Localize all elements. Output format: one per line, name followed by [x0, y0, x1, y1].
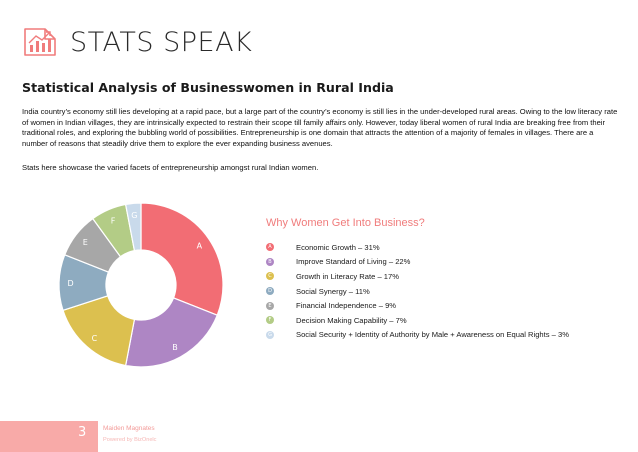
slice-label-a: A [196, 241, 203, 251]
stats-intro-paragraph: Stats here showcase the varied facets of entrepreneurship amongst rural Indian women. [22, 163, 319, 172]
legend-label: Financial Independence – 9% [296, 301, 397, 311]
legend-label: Economic Growth – 31% [296, 242, 380, 252]
legend-item-b [266, 255, 569, 270]
slice-label-e: E [82, 237, 88, 247]
brand-name: Maiden Magnates [103, 425, 155, 432]
legend-label: Improve Standard of Living – 22% [296, 257, 411, 267]
legend-marker: G [266, 331, 274, 339]
legend-label: Growth in Literacy Rate – 17% [296, 271, 399, 281]
legend-marker: D [266, 287, 274, 295]
legend-marker: F [266, 316, 274, 324]
legend-item-e [266, 298, 569, 313]
legend-item-a [266, 240, 569, 255]
slice-label-c: C [91, 333, 98, 343]
legend-item-d [266, 284, 569, 299]
page-number: 3 [78, 425, 87, 440]
legend-item-f [266, 313, 569, 328]
slice-label-g: G [131, 210, 138, 220]
legend-label: Social Security + Identity of Authority by Male + Awareness on Equal Rights – 3% [296, 330, 569, 340]
legend-marker: C [266, 272, 274, 280]
legend-label: Social Synergy – 11% [296, 286, 370, 296]
legend-item-c [266, 269, 569, 284]
chart-legend [266, 240, 569, 342]
section-subtitle: Statistical Analysis of Businesswomen in Rural India [22, 80, 394, 95]
bar-chart-icon [22, 26, 60, 58]
page-title: STATS SPEAK [70, 26, 253, 58]
legend-marker: E [266, 302, 274, 310]
header [22, 22, 252, 62]
slice-label-d: D [67, 278, 74, 288]
legend-item-g [266, 328, 569, 343]
donut-chart [50, 196, 240, 376]
chart-title: Why Women Get Into Business? [266, 217, 425, 229]
brand-tagline: Powered by BizOnelc [103, 437, 157, 443]
legend-label: Decision Making Capability – 7% [296, 315, 407, 325]
legend-marker: B [266, 258, 274, 266]
slice-label-b: B [172, 342, 178, 352]
donut-slice-a [141, 203, 223, 315]
legend-marker: A [266, 243, 274, 251]
intro-paragraph: India country’s economy still lies developing at a rapid pace, but a large part of the country’s economy is still lies in the under-developed rural areas. Owing to the low literacy rate of women in Indian villages, they are intrinsically expected to restrain their scope till family affairs only. However, today liberal women of rural India are breaking free from their traditional roles, and exploring the bubbling world of possibilities. Entrepreneurship is one domain that attracts the attention of a majority of females in villages. There are a number of reasons that steadily drive them to explore the ever expanding business avenues. [22, 107, 618, 148]
slice-label-f: F [110, 216, 116, 226]
